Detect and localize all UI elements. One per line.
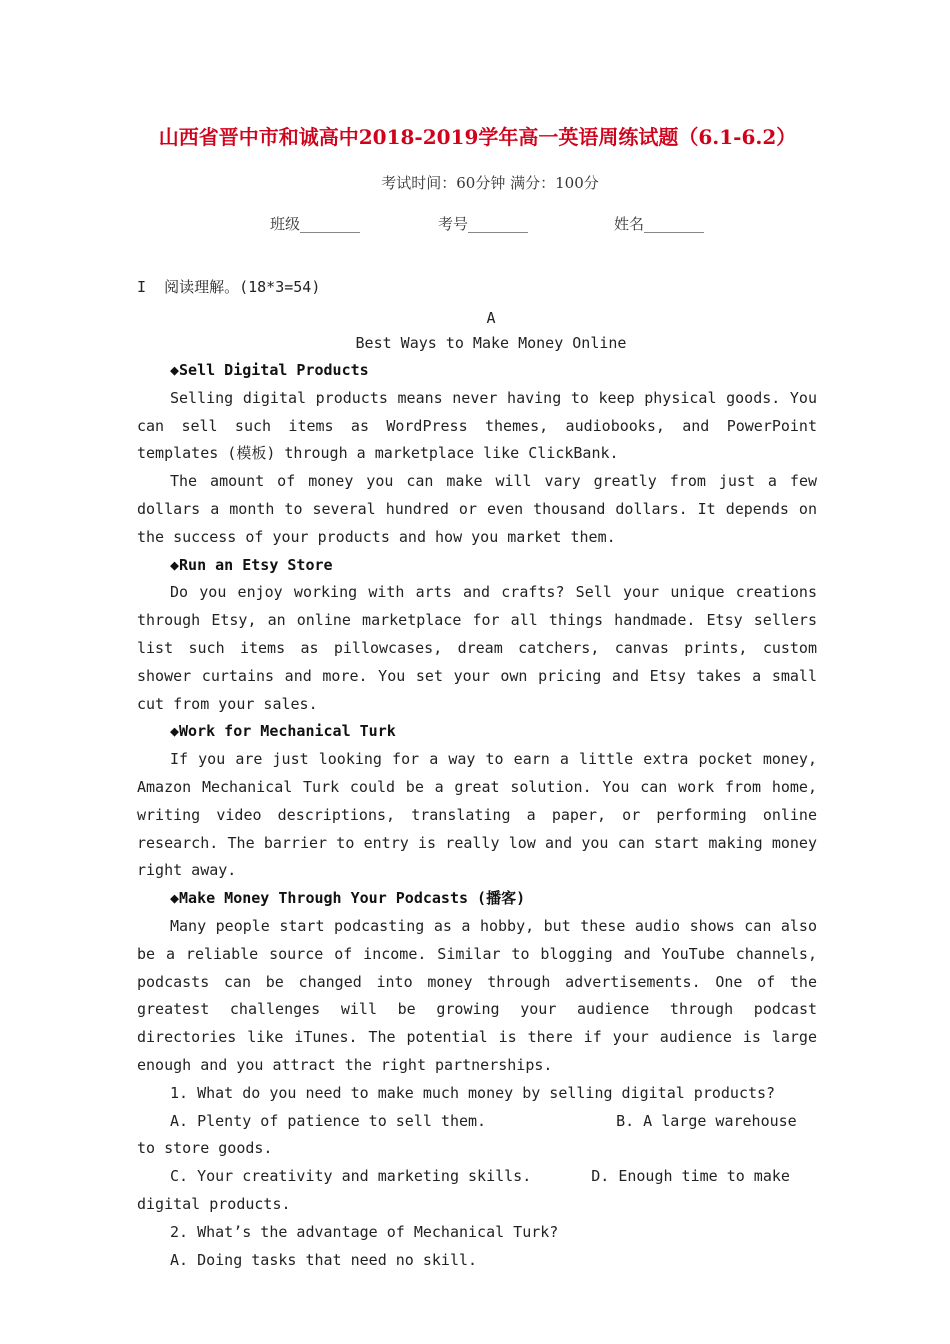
passage-letter: A [486,309,496,327]
paragraph: Selling digital products means never having to keep physical goods. You can sell such items as WordPress themes, audiobooks, and PowerPoint templates (模板) through a marketplace like ClickBank. [137,388,817,463]
question-1-options-cd [137,1163,817,1219]
passage-title: Best Ways to Make Money Online [355,334,627,352]
question-1-option-c: C. Your creativity and marketing skills. [170,1167,532,1186]
subheading-sell-digital: ◆Sell Digital Products [170,361,369,379]
subheading-mechanical-turk: ◆Work for Mechanical Turk [170,722,396,741]
question-1-option-a: A. Plenty of patience to sell them. [170,1111,487,1130]
question-2-option-a: A. Doing tasks that need no skill. [170,1250,478,1269]
exam-number-field: 考号________ [438,215,529,233]
question-1-stem: 1. What do you need to make much money by selling digital products? [170,1083,776,1102]
paragraph: Many people start podcasting as a hobby, but these audio shows can also be a reliable source of income. Similar to blogging and YouTube channels, podcasts can be changed into money through advertisements. One of the greatest challenges will be growing your audience through podcast directories like iTunes. The potential is there if your audience is large enough and you attract the right partnerships. [137,916,817,1074]
question-2-stem: 2. What’s the advantage of Mechanical Turk? [170,1222,559,1241]
exam-info: 考试时间：60分钟 满分：100分 [381,174,599,192]
question-1-option-d: D. Enough time to make digital products. [137,1167,790,1213]
question-1-option-b: B. A large warehouse to store goods. [137,1111,797,1158]
class-field: 班级________ [270,215,361,233]
student-info-row [0,213,950,237]
paragraph: The amount of money you can make will vary greatly from just a few dollars a month to several hundred or even thousand dollars. It depends on the success of your products and how you market them. [137,472,817,546]
paragraph: If you are just looking for a way to earn a little extra pocket money, Amazon Mechanical Turk could be a great solution. You can work from home, writing video descriptions, translating a paper, or performing online research. The barrier to entry is really low and you can start making money right away. [137,750,817,880]
name-field: 姓名________ [614,215,705,233]
question-1-options-ab [137,1108,817,1164]
subheading-podcasts: ◆Make Money Through Your Podcasts (播客) [170,889,526,908]
passage-body [137,357,817,1274]
exam-title: 山西省晋中市和诚高中2018-2019学年高一英语周练试题（6.1-6.2） [158,125,797,149]
paragraph: Do you enjoy working with arts and crafts? Sell your unique creations through Etsy, an online marketplace for all things handmade. Etsy sellers list such items as pillowcases, dream catchers, canvas prints, custom shower curtains and more. You set your own pricing and Etsy takes a small cut from your sales. [137,583,817,713]
section-heading: I 阅读理解。(18*3=54) [137,278,321,296]
subheading-etsy: ◆Run an Etsy Store [170,555,333,574]
